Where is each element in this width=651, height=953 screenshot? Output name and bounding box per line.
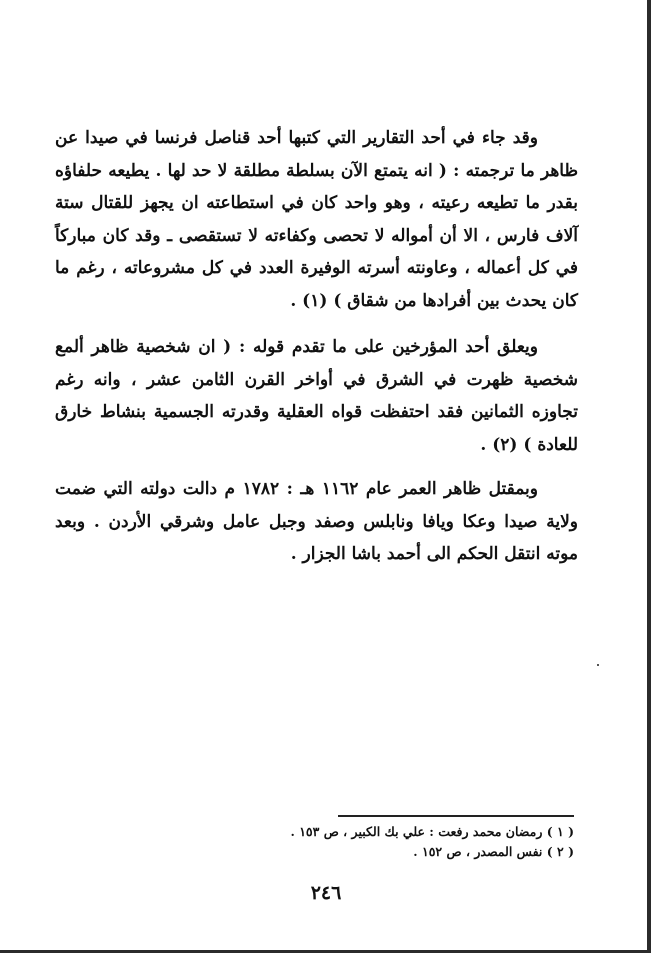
paragraph-1: وقد جاء في أحد التقارير التي كتبها أحد قناصل فرنسا في صيدا عن ظاهر ما ترجمته : ( انه يتمتع الآن بسلطة مطلقة لا حد لها . يطيعه حلفاؤه بقدر ما تطيعه رعيته ، وهو واحد كان في استطاعته ان يجهز للقتال ستة آلاف فارس ، الا أن أمواله لا تحصى وكفاءته لا تستقصى ـ وقد كان مباركاً في كل أعماله ، وعاونته أسرته الوفيرة العدد في كل مشروعاته ، رغم ما كان يحدث بين أفرادها من شقاق ) (١) . (55, 128, 578, 311)
footnote-divider (338, 815, 574, 817)
footnote-1: ( ١ ) رمضان محمد رفعت : علي بك الكبير ، ص ١٥٣ . (290, 824, 574, 839)
body-text (55, 122, 578, 571)
paragraph-2: ويعلق أحد المؤرخين على ما تقدم قوله : ( ان شخصية ظاهر ألمع شخصية ظهرت في الشرق في أواخر القرن الثامن عشر ، وانه رغم تجاوزه الثمانين فقد احتفظت قواه العقلية وقدرته الجسمية بنشاط خارق للعادة ) (٢) . (55, 337, 578, 455)
scan-speck (597, 664, 599, 666)
page-number: ٢٤٦ (310, 882, 342, 904)
footnotes (240, 822, 574, 862)
scan-border-right (647, 0, 651, 953)
paragraph-3: وبمقتل ظاهر العمر عام ١١٦٢ هـ : ١٧٨٢ م دالت دولته التي ضمت ولاية صيدا وعكا ويافا ونابلس وصفد وجبل عامل وشرقي الأردن . وبعد موته انتقل الحكم الى أحمد باشا الجزار . (55, 479, 578, 564)
footnote-2: ( ٢ ) نفس المصدر ، ص ١٥٢ . (413, 844, 574, 859)
